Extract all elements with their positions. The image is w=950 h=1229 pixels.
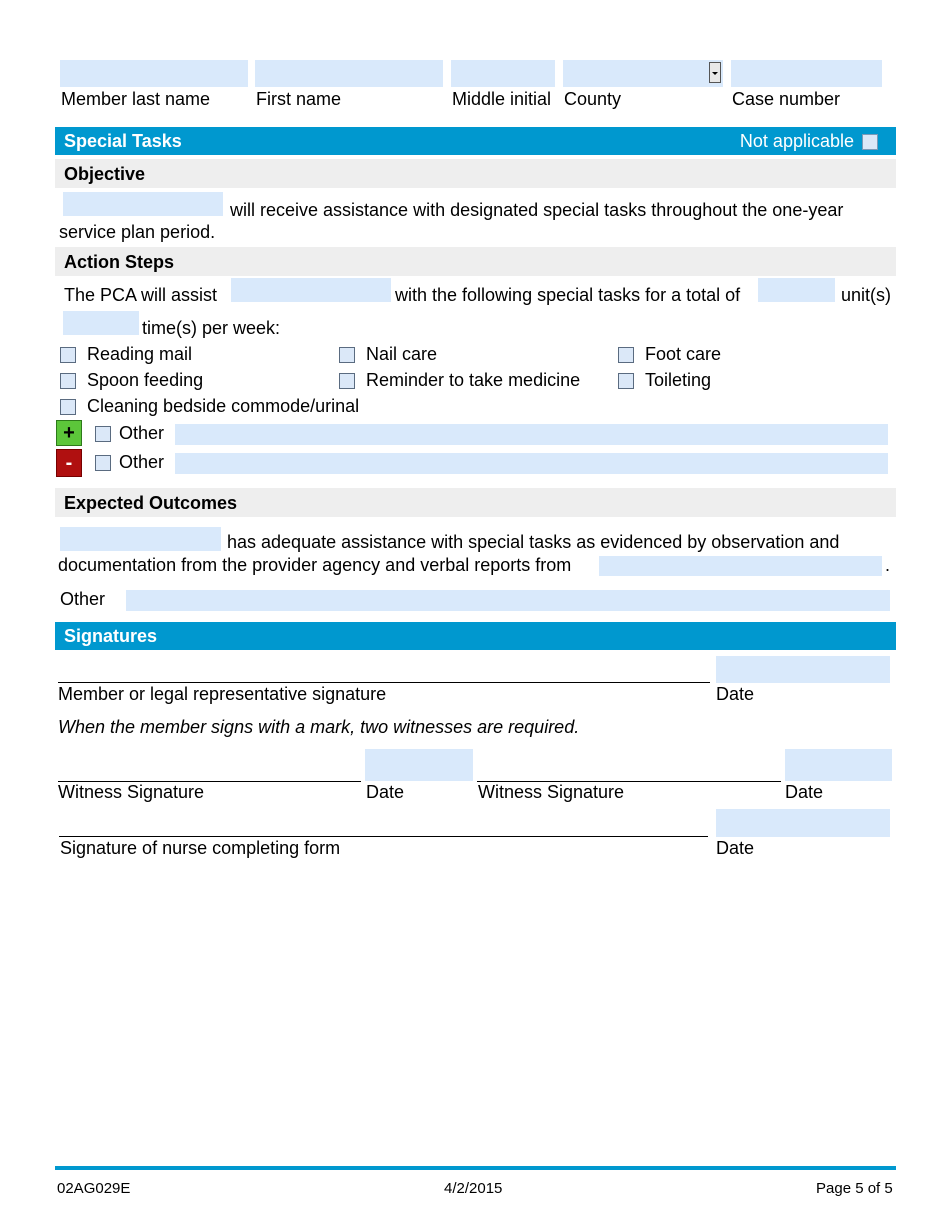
signatures-header	[55, 622, 896, 650]
witness-note: When the member signs with a mark, two witnesses are required.	[58, 717, 580, 737]
plus-icon: +	[63, 422, 75, 444]
cleaning-commode-checkbox[interactable]	[60, 399, 76, 415]
first-name-label: First name	[256, 89, 342, 109]
other-input-1[interactable]	[175, 424, 888, 445]
special-tasks-title: Special Tasks	[64, 131, 182, 151]
witness-date-label-1: Date	[366, 782, 405, 802]
objective-title: Objective	[64, 164, 146, 184]
objective-member-input[interactable]	[63, 192, 223, 216]
first-name-input[interactable]	[255, 60, 443, 87]
cleaning-commode-label: Cleaning bedside commode/urinal	[87, 396, 360, 416]
reminder-medicine-checkbox[interactable]	[339, 373, 355, 389]
outcome-member-input[interactable]	[60, 527, 221, 551]
county-select[interactable]	[563, 60, 723, 87]
form-date: 4/2/2015	[444, 1180, 503, 1197]
witness-signature-label-1: Witness Signature	[58, 782, 205, 802]
nail-care-label: Nail care	[366, 344, 438, 364]
reminder-medicine-label: Reminder to take medicine	[366, 370, 581, 390]
other-label-2: Other	[119, 452, 165, 472]
toileting-checkbox[interactable]	[618, 373, 634, 389]
units-input[interactable]	[758, 278, 835, 302]
outcome-text-2: documentation from the provider agency and verbal reports from	[58, 555, 572, 575]
last-name-input[interactable]	[60, 60, 248, 87]
objective-header	[55, 159, 896, 188]
witness-1-date-input[interactable]	[365, 749, 473, 781]
expected-outcomes-header	[55, 488, 896, 517]
chevron-down-icon[interactable]	[709, 62, 721, 83]
nurse-date-label: Date	[716, 838, 755, 858]
witness-signature-label-2: Witness Signature	[478, 782, 625, 802]
action-steps-header	[55, 247, 896, 276]
other-checkbox-2[interactable]	[95, 455, 111, 471]
witness-2-date-input[interactable]	[785, 749, 892, 781]
pca-middle-text: with the following special tasks for a total of	[395, 285, 741, 305]
outcome-other-label: Other	[60, 589, 106, 609]
witness-date-label-2: Date	[785, 782, 824, 802]
form-id: 02AG029E	[57, 1180, 131, 1197]
remove-other-button[interactable]	[56, 449, 82, 477]
pca-prefix-text: The PCA will assist	[64, 285, 218, 305]
verbal-reports-input[interactable]	[599, 556, 882, 576]
signatures-title: Signatures	[64, 626, 158, 646]
foot-care-label: Foot care	[645, 344, 722, 364]
case-number-label: Case number	[732, 89, 841, 109]
special-tasks-header	[55, 127, 896, 155]
units-label: unit(s)	[841, 285, 892, 305]
footer-rule	[55, 1166, 896, 1170]
objective-text-2: service plan period.	[59, 222, 216, 242]
outcome-period: .	[885, 555, 891, 575]
outcome-other-input[interactable]	[126, 590, 890, 611]
minus-icon: -	[65, 452, 73, 474]
case-number-input[interactable]	[731, 60, 882, 87]
member-signature-label: Member or legal representative signature	[58, 684, 387, 704]
other-label-1: Other	[119, 423, 165, 443]
pca-member-input[interactable]	[231, 278, 391, 302]
add-other-button[interactable]	[56, 420, 82, 446]
objective-text-1: will receive assistance with designated special tasks throughout the one-year	[230, 200, 844, 220]
nail-care-checkbox[interactable]	[339, 347, 355, 363]
foot-care-checkbox[interactable]	[618, 347, 634, 363]
action-steps-title: Action Steps	[64, 252, 175, 272]
member-date-label: Date	[716, 684, 755, 704]
page-number: Page 5 of 5	[816, 1180, 893, 1197]
middle-initial-label: Middle initial	[452, 89, 552, 109]
nurse-signature-label: Signature of nurse completing form	[60, 838, 341, 858]
last-name-label: Member last name	[61, 89, 211, 109]
member-sig-date-input[interactable]	[716, 656, 890, 683]
member-signature-line[interactable]	[58, 682, 710, 683]
toileting-label: Toileting	[645, 370, 712, 390]
not-applicable-checkbox[interactable]	[862, 134, 878, 150]
other-input-2[interactable]	[175, 453, 888, 474]
spoon-feeding-checkbox[interactable]	[60, 373, 76, 389]
reading-mail-label: Reading mail	[87, 344, 193, 364]
other-checkbox-1[interactable]	[95, 426, 111, 442]
times-per-week-label: time(s) per week:	[142, 318, 281, 338]
reading-mail-checkbox[interactable]	[60, 347, 76, 363]
nurse-signature-line[interactable]	[59, 836, 708, 837]
expected-outcomes-title: Expected Outcomes	[64, 493, 238, 513]
middle-initial-input[interactable]	[451, 60, 555, 87]
not-applicable-label: Not applicable	[739, 131, 854, 151]
nurse-date-input[interactable]	[716, 809, 890, 837]
spoon-feeding-label: Spoon feeding	[87, 370, 204, 390]
times-per-week-input[interactable]	[63, 311, 139, 335]
county-label: County	[564, 89, 622, 109]
outcome-text-1: has adequate assistance with special tasks as evidenced by observation and	[227, 532, 840, 552]
